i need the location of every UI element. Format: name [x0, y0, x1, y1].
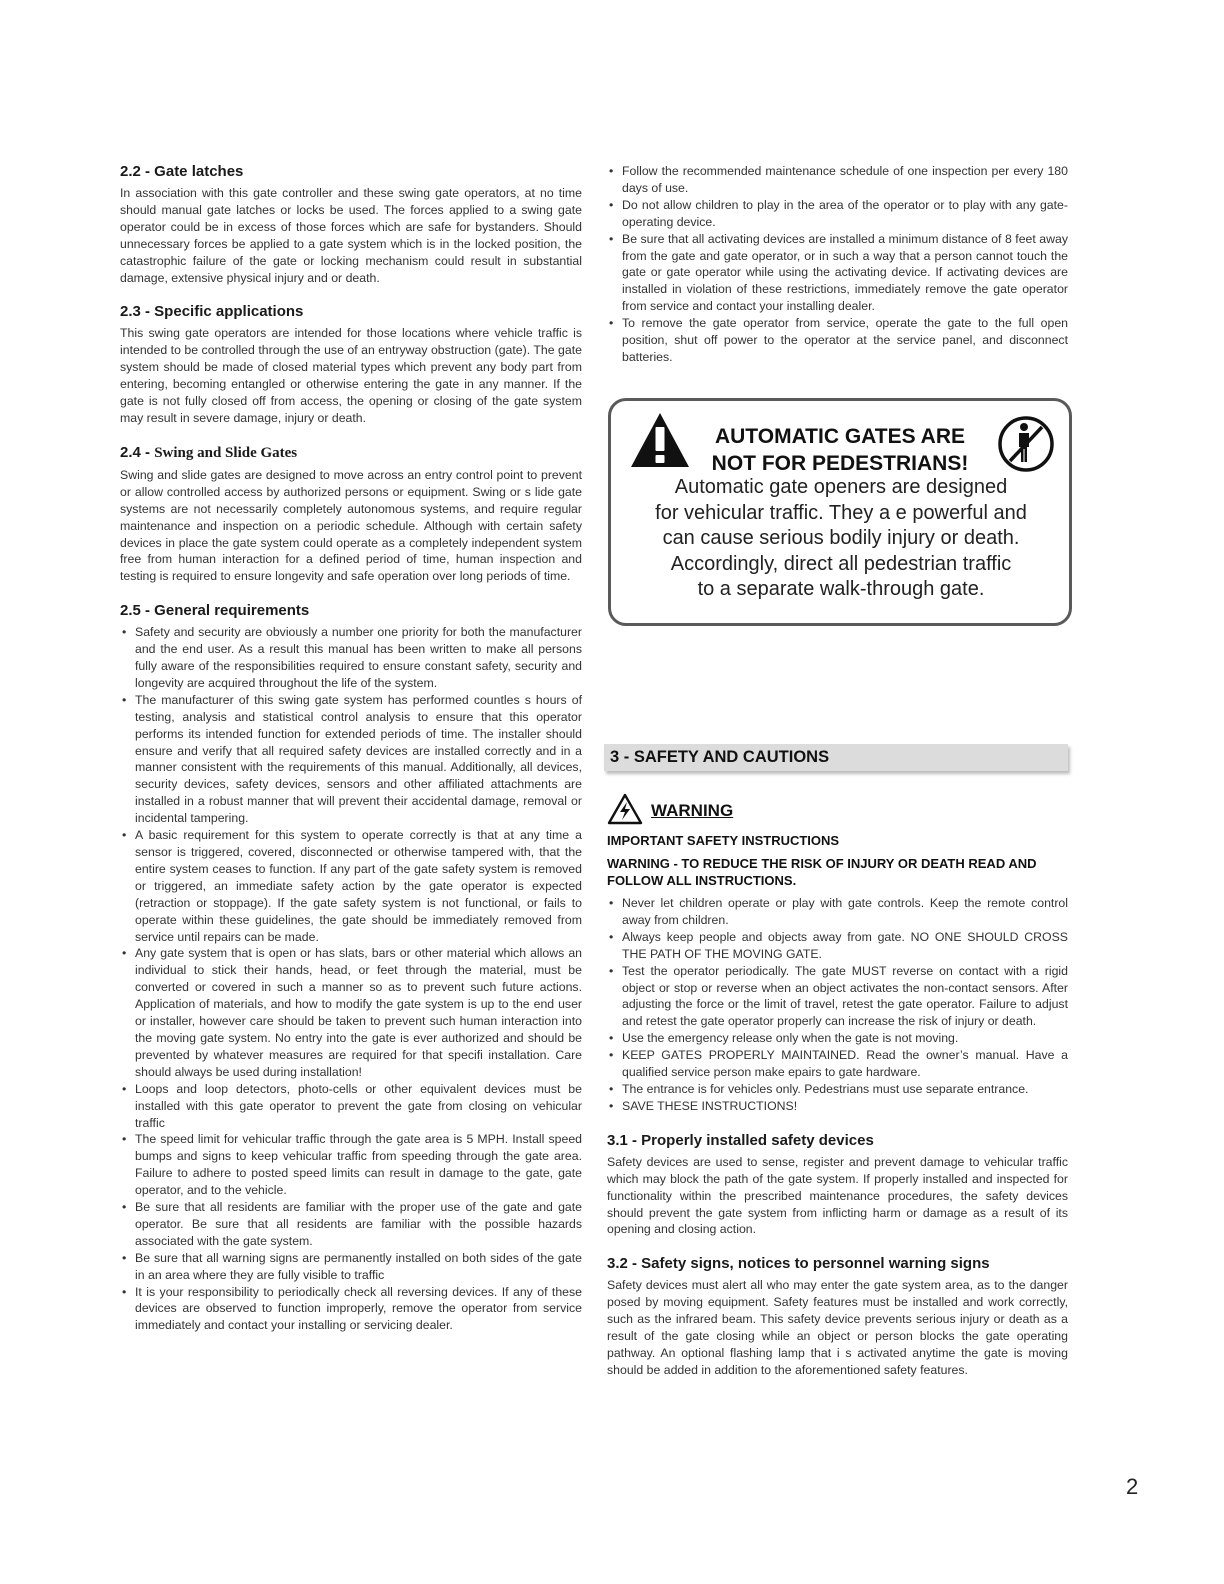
section-2-2-body: In association with this gate controller and these swing gate operators, at no time should manual gate latches or locks be used. The forces applied to a swing gate operator could be in excess of those forces which are safe for bystanders. Should unnecessary forces be applied to a gate system which is in the locked position, the catastrophic failure of the gate or locking mechanism could result in substantial damage, extensive physical injury and or death.: [120, 186, 582, 285]
list-item: • The speed limit for vehicular traffic through the gate area is 5 MPH. Install speed bumps and signs to keep vehicular traffic from speeding through the gate area. Failure to adhere to posted speed limits can result in damage to the gate, gate operator, and to the vehicle.: [120, 1131, 582, 1199]
list-item: • Use the emergency release only when the gate is not moving.: [607, 1030, 1068, 1047]
list-item: • Safety and security are obviously a number one priority for both the manufacturer and the end user. As a result this manual has been written to make all persons fully aware of the responsibilities required to ensure constant safety, security and longevity are acquired throughout the life of the system.: [120, 624, 582, 692]
list-item: • A basic requirement for this system to operate correctly is that at any time a sensor is triggered, covered, disconnected or otherwise tampered with, that the entire system ceases to function. If any part of the gate safety system is removed or triggered, an immediate safety action by the gate operator is expected (retraction or stoppage). If the gate safety system is not functional, or fails to operate within these guidelines, the gate should be immediately removed from service until repairs can be made.: [120, 827, 582, 945]
section-2-4-title: Swing and Slide Gates: [154, 444, 298, 461]
warning-message-line: can cause serious bodily injury or death.: [662, 527, 1020, 549]
section-2-5-heading: 2.5 - General requirements: [120, 602, 310, 620]
section-3-1-heading: 3.1 - Properly installed safety devices: [607, 1131, 874, 1149]
warning-title-line-1: AUTOMATIC GATES ARE: [714, 425, 966, 448]
section-2-2-heading: 2.2 - Gate latches: [120, 163, 244, 180]
section-2-4: [120, 444, 582, 585]
maintenance-list: [607, 163, 1068, 366]
warning-header: [607, 793, 807, 825]
right-column-top: [607, 163, 1068, 366]
safety-instructions: [607, 832, 1068, 1396]
section-3-1-body: Safety devices are used to sense, register and prevent damage to vehicular traffic which may block the path of the gate system. If properly installed and inspected for functionality within the prescribed maintenance procedures, the safety devices should prevent the gate system from inflicting harm or damage as a result of its opening and closing action.: [607, 1154, 1068, 1237]
left-column: [120, 163, 582, 1351]
warning-message-line: Accordingly, direct all pedestrian traffic: [670, 552, 1012, 575]
list-item: • Always keep people and objects away from gate. NO ONE SHOULD CROSS THE PATH OF THE MOVING GATE.: [607, 929, 1068, 963]
warning-message-line: Automatic gate openers are designed: [674, 476, 1008, 498]
section-3-2: [607, 1255, 1068, 1378]
list-item: • Be sure that all residents are familiar with the proper use of the gate and gate operator. Be sure that all residents are familiar with the possible hazards associated with the gate system.: [120, 1199, 582, 1250]
important-safety-heading: IMPORTANT SAFETY INSTRUCTIONS: [607, 833, 840, 848]
warning-title-line-2: NOT FOR PEDESTRIANS!: [711, 452, 969, 475]
warning-read-instructions: WARNING - TO REDUCE THE RISK OF INJURY OR DEATH READ AND FOLLOW ALL INSTRUCTIONS.: [607, 856, 1037, 888]
warning-message-line: for vehicular traffic. They a e powerful and: [655, 501, 1027, 524]
electric-hazard-icon: [607, 793, 643, 825]
list-item: • The manufacturer of this swing gate system has performed countles s hours of testing, analysis and statistical control analysis to ensure that this operator performs its intended function for extended periods of time. The installer should ensure and verify that all required safety devices are installed correctly and in a manner consistent with the requirements of this manual. Additionally, all devices, security devices, safety devices, sensors and other affiliated attachments are installed in a robust manner that will prevent their accidental damage, removal or incidental tampering.: [120, 692, 582, 827]
list-item: • To remove the gate operator from service, operate the gate to the full open position, shut off power to the operator at the service panel, and disconnect batteries.: [607, 315, 1068, 366]
list-item: • Loops and loop detectors, photo-cells or other equivalent devices must be installed with this gate operator to prevent the gate from closing on vehicular traffic: [120, 1081, 582, 1132]
list-item: • Be sure that all warning signs are permanently installed on both sides of the gate in an area where they are fully visible to traffic: [120, 1250, 582, 1284]
section-2-4-number: 2.4 -: [120, 443, 151, 461]
warning-message-line: to a separate walk-through gate.: [697, 578, 985, 600]
section-3-1: [607, 1132, 1068, 1239]
list-item: • It is your responsibility to periodically check all reversing devices. If any of these devices are observed to function improperly, remove the operator from service immediately and contact your installing or servicing dealer.: [120, 1284, 582, 1335]
list-item: • Never let children operate or play with gate controls. Keep the remote control away from children.: [607, 895, 1068, 929]
general-requirements-list: [120, 624, 582, 1334]
section-2-3-heading: 2.3 - Specific applications: [120, 303, 304, 321]
list-item: • Follow the recommended maintenance schedule of one inspection per every 180 days of use.: [607, 163, 1068, 197]
warning-box-title: [681, 423, 999, 477]
section-2-5: [120, 602, 582, 1334]
warning-box-message: [621, 475, 1061, 603]
safety-list: [607, 895, 1068, 1115]
section-3-2-heading: 3.2 - Safety signs, notices to personnel warning signs: [607, 1255, 990, 1273]
list-item: • Be sure that all activating devices are installed a minimum distance of 8 feet away from the gate and gate operator, or in such a way that a person cannot touch the gate or gate operator while using the activating device. If activating devices are installed in violation of these restrictions, immediately remove the gate operator from service and contact your installing dealer.: [607, 231, 1068, 316]
list-item: • Test the operator periodically. The gate MUST reverse on contact with a rigid object or stop or reverse when an object activates the non-contact sensors. After adjusting the force or the limit of travel, retest the gate operator. Failure to adjust and retest the gate operator properly can increase the risk of injury or death.: [607, 963, 1068, 1031]
section-2-4-body: Swing and slide gates are designed to move across an entry control point to prevent or allow controlled access by authorized persons or equipment. Swing or s lide gate systems are not necessarily completely autonomous systems, and require regular maintenance and inspection on a periodic schedule. Although with certain safety devices in place the gate system could operate as a completely independent system free from human interaction for a defined period of time, human inspection and testing is required to ensure longevity and safe operation over long periods of time.: [120, 467, 582, 584]
list-item: • The entrance is for vehicles only. Pedestrians must use separate entrance.: [607, 1081, 1068, 1098]
page-number: 2: [1126, 1474, 1139, 1499]
pedestrian-warning-box: [608, 398, 1072, 626]
section-2-3: [120, 303, 582, 426]
list-item: • SAVE THESE INSTRUCTIONS!: [607, 1098, 1068, 1115]
section-2-3-body: This swing gate operators are intended for those locations where vehicle traffic is intended to be controlled through the use of an entryway obstruction (gate). The gate system should be made of closed material types which prevent any body part from entering, becoming entangled or otherwise entering the gate in any manner. If the gate is not fully closed off from access, the opening or closing of the gate system may result in severe damage, injury or death.: [120, 326, 582, 425]
section-3-header-bar: [604, 744, 1068, 771]
list-item: • KEEP GATES PROPERLY MAINTAINED. Read the owner’s manual. Have a qualified service person make epairs to gate hardware.: [607, 1047, 1068, 1081]
section-2-2: [120, 163, 582, 286]
list-item: • Do not allow children to play in the area of the operator or to play with any gate-operating device.: [607, 197, 1068, 231]
no-pedestrian-icon: [995, 415, 1057, 473]
section-2-4-heading: [120, 444, 582, 462]
section-3-title: 3 - SAFETY AND CAUTIONS: [610, 748, 830, 766]
warning-label: WARNING: [651, 801, 734, 820]
list-item: • Any gate system that is open or has slats, bars or other material which allows an individual to stick their hands, head, or feet through the material, must be converted or covered in such a manner so as to prevent such future actions. Application of materials, and how to modify the gate system is up to the end user or installer, however care should be taken to prevent such human interaction into the moving gate system. No entry into the gate is ever authorized and should be prevented by whatever measures are required for that specifi installation. Care should always be used during installation!: [120, 945, 582, 1080]
section-3-2-body: Safety devices must alert all who may enter the gate system area, as to the danger posed by moving equipment. Safety features must be installed and work correctly, such as the infrared beam. This safety device prevents serious injury or death as a result of the gate closing while an object or person blocks the gate operating pathway. An optional flashing lamp that i s activated anytime the gate is moving should be added in addition to the aforementioned safety features.: [607, 1278, 1068, 1377]
